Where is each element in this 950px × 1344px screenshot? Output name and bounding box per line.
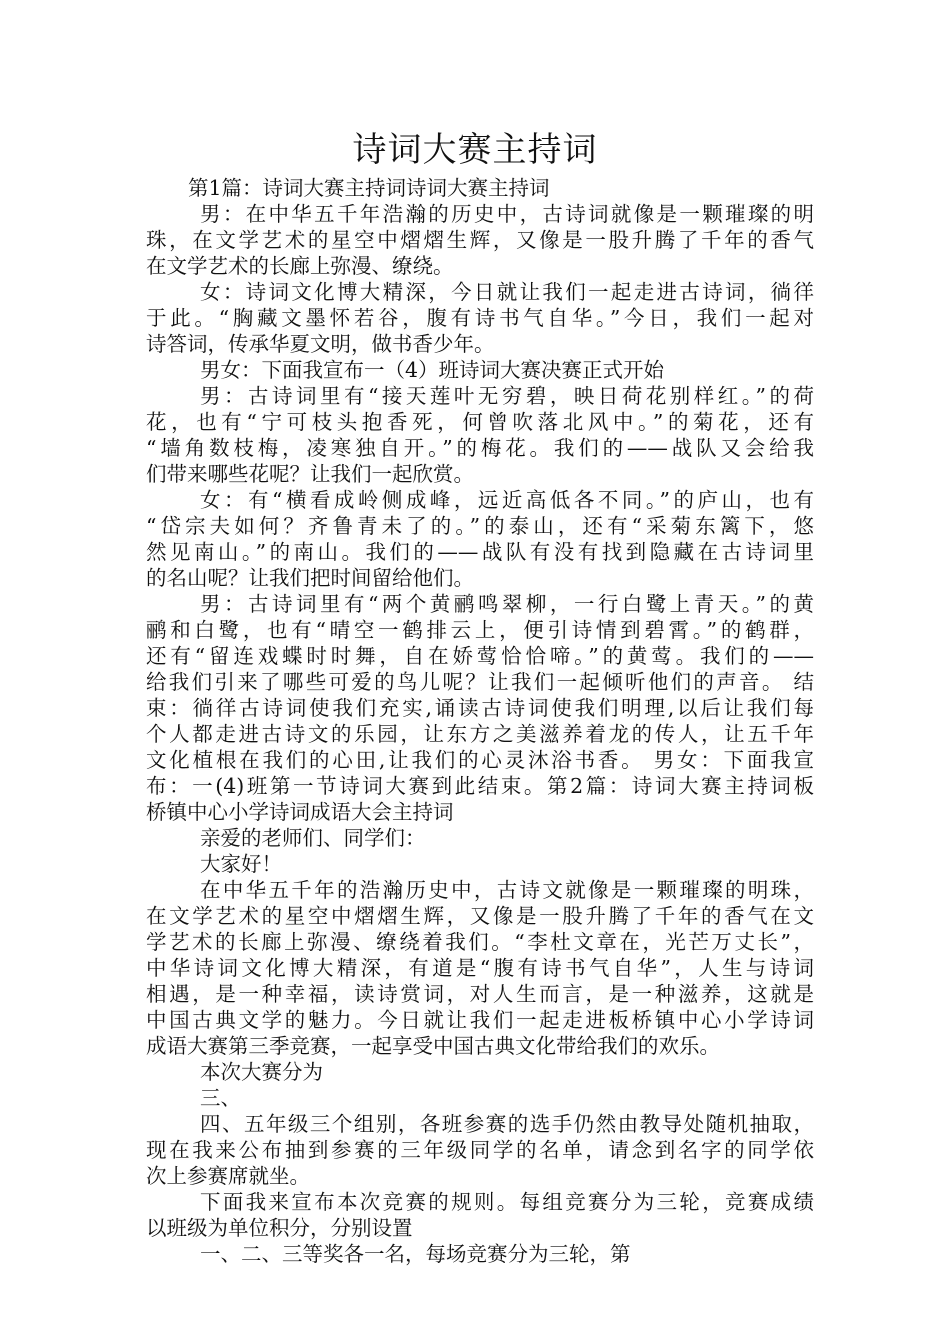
- text-line: 桥镇中心小学诗词成语大会主持词: [146, 800, 454, 824]
- document-body: [146, 175, 814, 1267]
- text-line: 相遇，是一种幸福，读诗赏词，对人生而言，是一种滋养，这就是: [146, 982, 814, 1006]
- text-line: 三、: [200, 1086, 241, 1110]
- text-line: 女：诗词文化博大精深，今日就让我们一起走进古诗词，徜徉: [200, 280, 814, 304]
- text-line: 于此。“胸藏文墨怀若谷，腹有诗书气自华。”今日，我们一起对: [146, 306, 814, 330]
- text-line: 在文学艺术的长廊上弥漫、缭绕。: [146, 254, 454, 278]
- text-line: 现在我来公布抽到参赛的三年级同学的名单，请念到名字的同学依: [146, 1138, 814, 1162]
- text-line: 在中华五千年的浩瀚历史中，古诗文就像是一颗璀璨的明珠，: [200, 878, 814, 902]
- text-line: 以班级为单位积分，分别设置: [146, 1216, 413, 1240]
- text-line: 个人都走进古诗文的乐园，让东方之美滋养着龙的传人，让五千年: [146, 722, 814, 746]
- text-line: 的名山呢？让我们把时间留给他们。: [146, 566, 474, 590]
- text-line: 花，也有“宁可枝头抱香死，何曾吹落北风中。”的菊花，还有: [146, 410, 814, 434]
- text-line: 一、二、三等奖各一名，每场竞赛分为三轮，第: [200, 1242, 631, 1266]
- text-line: 下面我来宣布本次竞赛的规则。每组竞赛分为三轮，竞赛成绩: [200, 1190, 814, 1214]
- text-line: 男：在中华五千年浩瀚的历史中，古诗词就像是一颗璀璨的明: [200, 202, 814, 226]
- text-line: 在文学艺术的星空中熠熠生辉，又像是一股升腾了千年的香气在文: [146, 904, 814, 928]
- text-line: 次上参赛席就坐。: [146, 1164, 310, 1188]
- text-line: 亲爱的老师们、同学们：: [200, 826, 426, 850]
- text-line: 给我们引来了哪些可爱的鸟儿呢？让我们一起倾听他们的声音。 结: [146, 670, 814, 694]
- text-line: 们带来哪些花呢？让我们一起欣赏。: [146, 462, 474, 486]
- text-line: 男：古诗词里有“接天莲叶无穷碧，映日荷花别样红。”的荷: [200, 384, 814, 408]
- text-line: 四、五年级三个组别，各班参赛的选手仍然由教导处随机抽取，: [200, 1112, 814, 1136]
- text-line: 男女：下面我宣布一（4）班诗词大赛决赛正式开始: [200, 358, 665, 382]
- text-line: 文化植根在我们的心田,让我们的心灵沐浴书香。 男女：下面我宣: [146, 748, 814, 772]
- text-line: 诗答词，传承华夏文明，做书香少年。: [146, 332, 495, 356]
- text-line: “墙角数枝梅，凌寒独自开。”的梅花。我们的——战队又会给我: [146, 436, 814, 460]
- text-line: 男：古诗词里有“两个黄鹂鸣翠柳，一行白鹭上青天。”的黄: [200, 592, 814, 616]
- text-line: 中国古典文学的魅力。今日就让我们一起走进板桥镇中心小学诗词: [146, 1008, 814, 1032]
- text-line: 布：一(4)班第一节诗词大赛到此结束。第2篇：诗词大赛主持词板: [146, 774, 814, 798]
- text-line: 大家好！: [200, 852, 282, 876]
- text-line: 第1篇：诗词大赛主持词诗词大赛主持词: [188, 176, 550, 200]
- text-line: 中华诗词文化博大精深，有道是“腹有诗书气自华”，人生与诗词: [146, 956, 814, 980]
- text-line: 学艺术的长廊上弥漫、缭绕着我们。“李杜文章在，光芒万丈长”，: [146, 930, 814, 954]
- text-line: 还有“留连戏蝶时时舞，自在娇莺恰恰啼。”的黄莺。我们的——: [146, 644, 814, 668]
- text-line: 束：徜徉古诗词使我们充实,诵读古诗词使我们明理,以后让我们每: [146, 696, 814, 720]
- document-title: 诗词大赛主持词: [352, 130, 598, 170]
- text-line: 成语大赛第三季竞赛，一起享受中国古典文化带给我们的欢乐。: [146, 1034, 720, 1058]
- text-line: 女：有“横看成岭侧成峰，远近高低各不同。”的庐山，也有: [200, 488, 814, 512]
- text-line: 然见南山。”的南山。我们的——战队有没有找到隐藏在古诗词里: [146, 540, 814, 564]
- text-line: 鹂和白鹭，也有“晴空一鹤排云上，便引诗情到碧霄。”的鹤群，: [146, 618, 814, 642]
- text-line: “岱宗夫如何？齐鲁青未了的。”的泰山，还有“采菊东篱下，悠: [146, 514, 814, 538]
- text-line: 本次大赛分为: [200, 1060, 323, 1084]
- text-line: 珠，在文学艺术的星空中熠熠生辉，又像是一股升腾了千年的香气: [146, 228, 814, 252]
